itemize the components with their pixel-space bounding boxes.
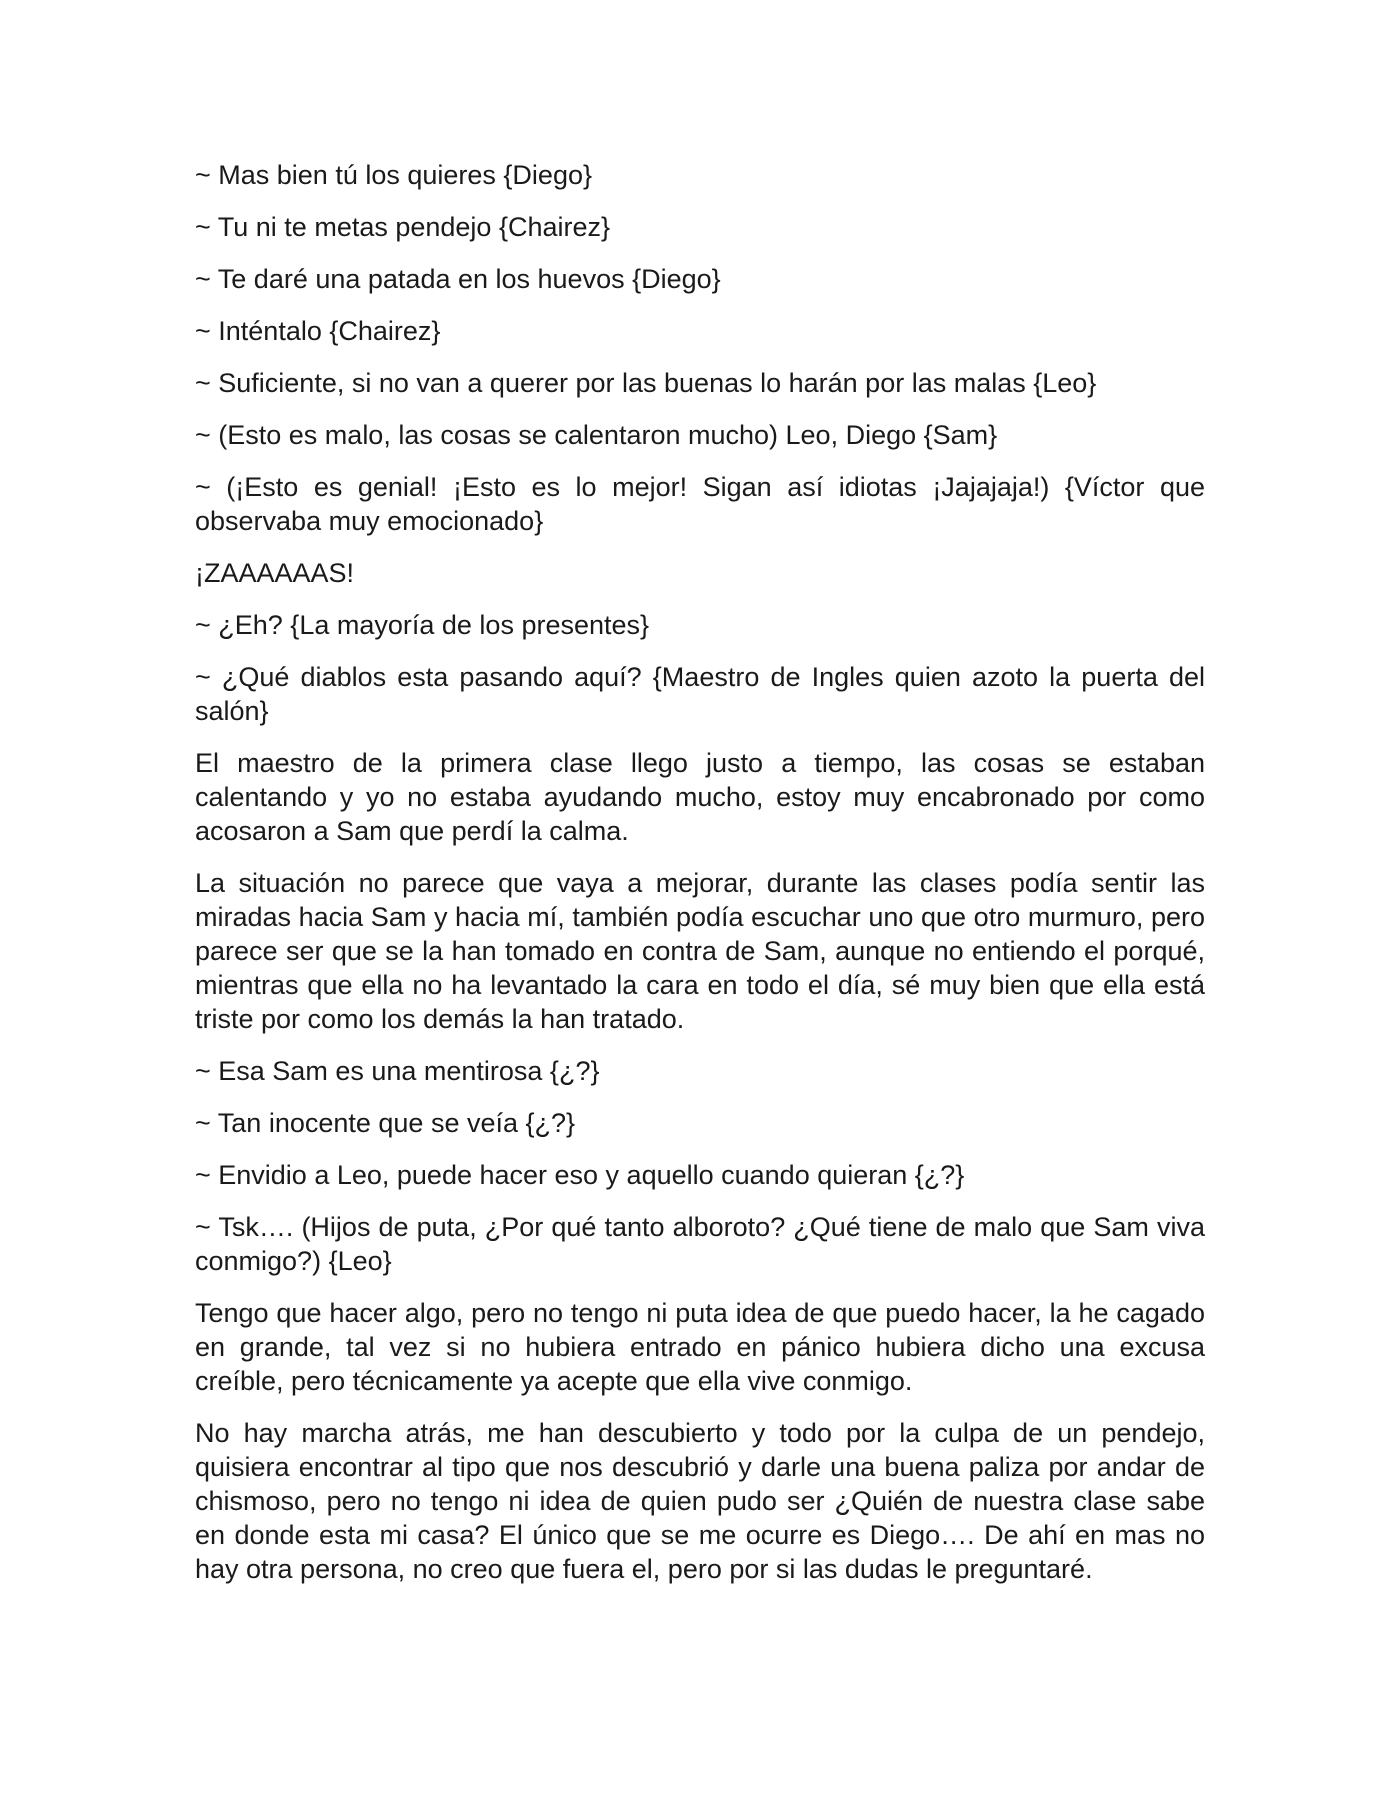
- dialogue-line: ~ (¡Esto es genial! ¡Esto es lo mejor! Sigan así idiotas ¡Jajajaja!) {Víctor que observaba muy emocionado}: [195, 472, 1205, 536]
- narrative-paragraph: La situación no parece que vaya a mejorar, durante las clases podía sentir las miradas hacia Sam y hacia mí, también podía escuchar uno que otro murmuro, pero parece ser que se la han tomado en contra de Sam, aunque no entiendo el porqué, mientras que ella no ha levantado la cara en todo el día, sé muy bien que ella está triste por como los demás la han tratado.: [195, 868, 1205, 1034]
- dialogue-line: ~ Tan inocente que se veía {¿?}: [195, 1108, 576, 1138]
- sound-effect-line: ¡ZAAAAAAS!: [195, 558, 355, 588]
- narrative-paragraph: El maestro de la primera clase llego justo a tiempo, las cosas se estaban calentando y yo no estaba ayudando mucho, estoy muy encabronado por como acosaron a Sam que perdí la calma.: [195, 748, 1205, 846]
- dialogue-line: ~ Envidio a Leo, puede hacer eso y aquello cuando quieran {¿?}: [195, 1160, 965, 1190]
- dialogue-line: ~ Tu ni te metas pendejo {Chairez}: [195, 212, 611, 242]
- dialogue-line: ~ Inténtalo {Chairez}: [195, 316, 441, 346]
- document-body: [195, 158, 1205, 1604]
- dialogue-line: ~ Mas bien tú los quieres {Diego}: [195, 160, 592, 190]
- dialogue-line: ~ Te daré una patada en los huevos {Diego}: [195, 264, 721, 294]
- narrative-paragraph: Tengo que hacer algo, pero no tengo ni puta idea de que puedo hacer, la he cagado en grande, tal vez si no hubiera entrado en pánico hubiera dicho una excusa creíble, pero técnicamente ya acepte que ella vive conmigo.: [195, 1298, 1205, 1396]
- dialogue-line: ~ Tsk…. (Hijos de puta, ¿Por qué tanto alboroto? ¿Qué tiene de malo que Sam viva conmigo?) {Leo}: [195, 1212, 1205, 1276]
- dialogue-line: ~ ¿Eh? {La mayoría de los presentes}: [195, 610, 650, 640]
- dialogue-line: ~ Esa Sam es una mentirosa {¿?}: [195, 1056, 600, 1086]
- dialogue-line: ~ Suficiente, si no van a querer por las buenas lo harán por las malas {Leo}: [195, 368, 1097, 398]
- dialogue-line: ~ (Esto es malo, las cosas se calentaron mucho) Leo, Diego {Sam}: [195, 420, 998, 450]
- dialogue-line: ~ ¿Qué diablos esta pasando aquí? {Maestro de Ingles quien azoto la puerta del salón}: [195, 662, 1205, 726]
- narrative-paragraph: No hay marcha atrás, me han descubierto y todo por la culpa de un pendejo, quisiera encontrar al tipo que nos descubrió y darle una buena paliza por andar de chismoso, pero no tengo ni idea de quien pudo ser ¿Quién de nuestra clase sabe en donde esta mi casa? El único que se me ocurre es Diego…. De ahí en mas no hay otra persona, no creo que fuera el, pero por si las dudas le preguntaré.: [195, 1418, 1205, 1584]
